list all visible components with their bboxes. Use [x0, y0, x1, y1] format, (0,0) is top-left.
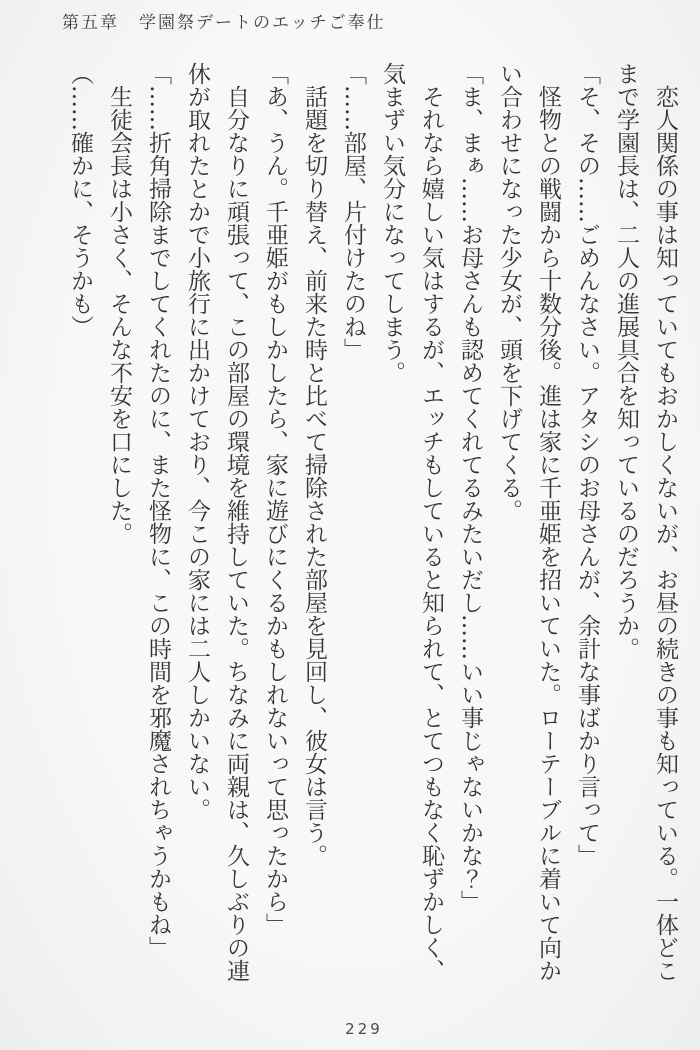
paragraph-dialogue: 「そ、その……ごめんなさい。アタシのお母さんが、余計な事ばかり言って」: [574, 62, 600, 867]
paragraph-dialogue: 「……折角掃除までしてくれたのに、また怪物に、この時間を邪魔されちゃうかもね」: [145, 62, 171, 959]
paragraph: それなら嬉しい気はするが、エッチもしていると知られて、とてつもなく恥ずかしく、気まずい気分になってしまう。: [379, 62, 444, 982]
page-number: 229: [345, 1020, 383, 1038]
chapter-number: 第五章: [62, 13, 119, 33]
paragraph: 怪物との戦闘から十数分後。進は家に千亜姫を招いていた。ローテーブルに着いて向かい合わせになった少女が、頭を下げてくる。: [496, 62, 561, 982]
paragraph-dialogue: 「あ、うん。千亜姫がもしかしたら、家に遊びにくるかもしれないって思ったから」: [262, 62, 288, 936]
body-text: [60, 62, 684, 994]
paragraph: 話題を切り替え、前来た時と比べて掃除された部屋を見回し、彼女は言う。: [301, 85, 327, 867]
paragraph-dialogue: 「ま、まぁ……お母さんも認めてくれてるみたいだし……いい事じゃないかな？」: [457, 62, 483, 913]
paragraph: 恋人関係の事は知っていてもおかしくないが、お昼の続きの事も知っている。一体どこまで学園長は、二人の進展具合を知っているのだろうか。: [613, 62, 678, 982]
chapter-title: 学園祭デートのエッチご奉仕: [139, 13, 386, 33]
paragraph: 生徒会長は小さく、そんな不安を口にした。: [106, 85, 132, 545]
running-header: [62, 8, 386, 33]
paragraph-thought: （……確かに、そうかも）: [67, 62, 93, 338]
paragraph-dialogue: 「……部屋、片付けたのね」: [340, 62, 366, 361]
paragraph: 自分なりに頑張って、この部屋の環境を維持していた。ちなみに両親は、久しぶりの連休が取れたとかで小旅行に出かけており、今この家には二人しかいない。: [184, 62, 249, 982]
